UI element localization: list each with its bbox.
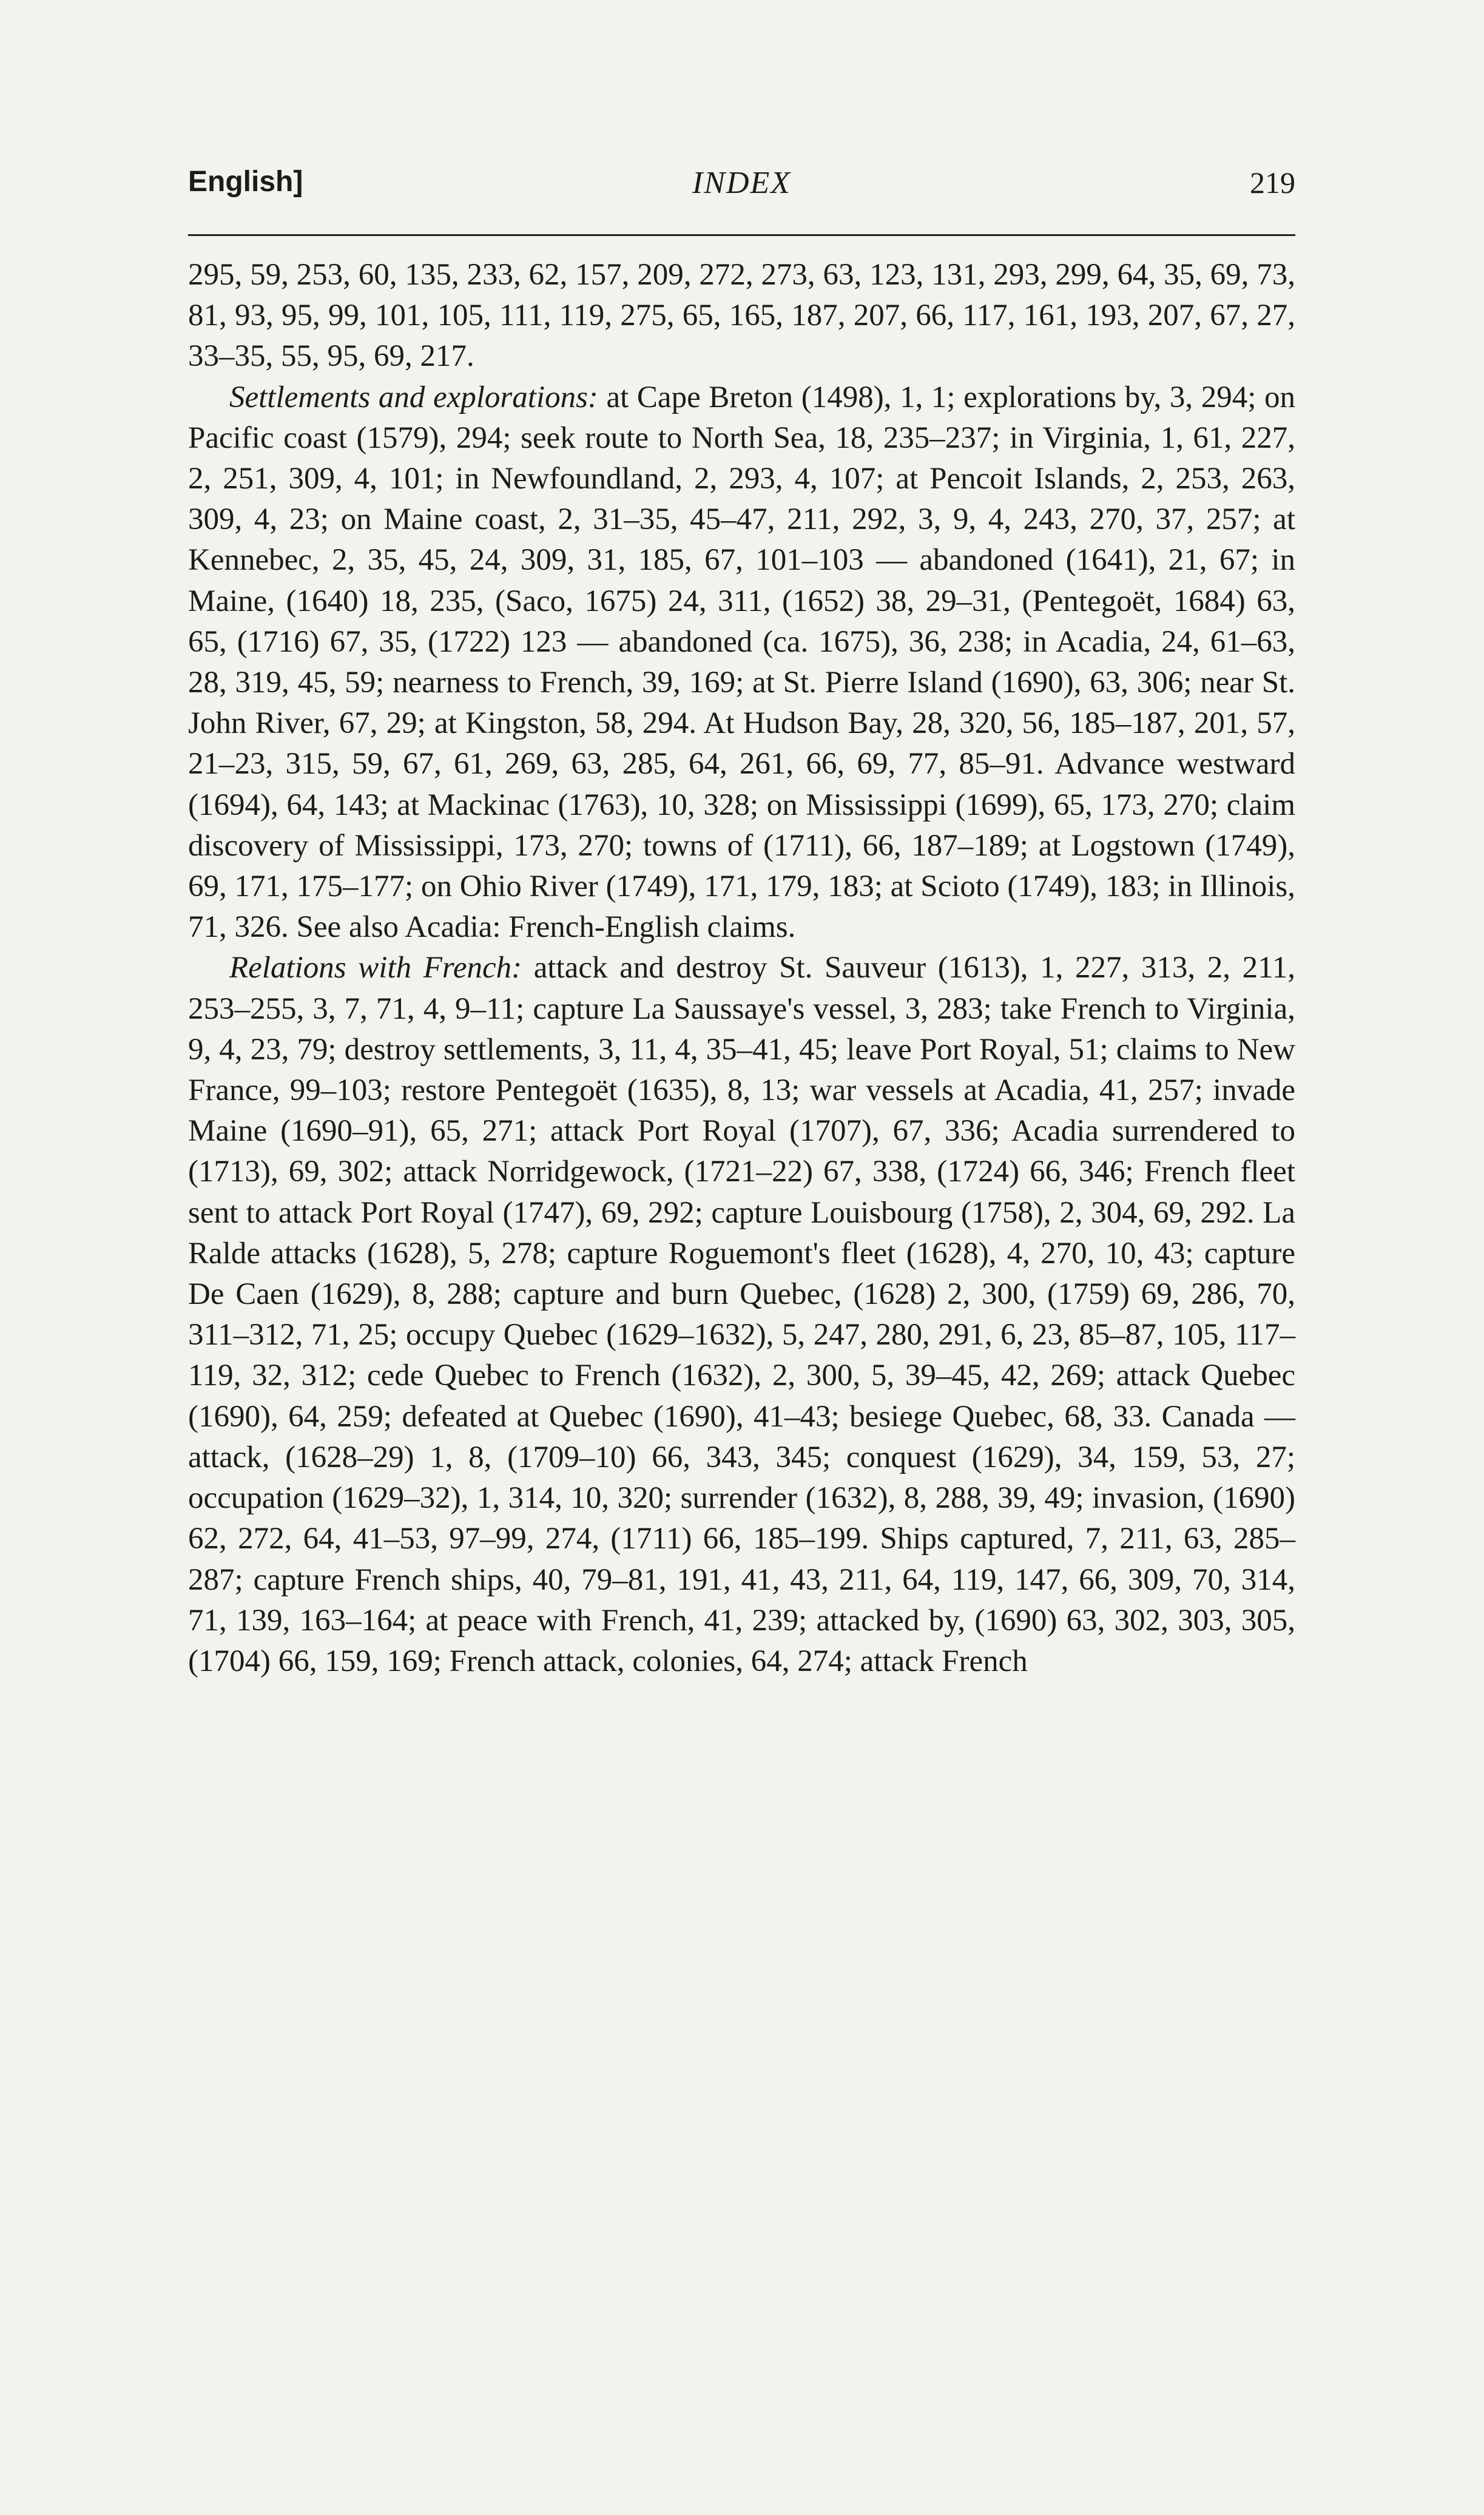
paragraph-text: attack and destroy St. Sauveur (1613), 1, 227, 313, 2, 211, 253–255, 3, 7, 71, 4, 9–11; capture La Saussaye's vessel, 3, 283; take French to Virginia, 9, 4, 23, 79; destroy settlements, 3, 11, 4, 35–41, 45; leave Port Royal, 51; claims to New France, 99–103; restore Pentegoët (1635), 8, 13; war vessels at Acadia, 41, 257; invade Maine (1690–91), 65, 271; attack Port Royal (1707), 67, 336; Acadia surrendered to (1713), 69, 302; attack Norridgewock, (1721–22) 67, 338, (1724) 66, 346; French fleet sent to attack Port Royal (1747), 69, 292; capture Louisbourg (1758), 2, 304, 69, 292. La Ralde attacks (1628), 5, 278; capture Roguemont's fleet (1628), 4, 270, 10, 43; capture De Caen (1629), 8, 288; capture and burn Quebec, (1628) 2, 300, (1759) 69, 286, 70, 311–312, 71, 25; occupy Quebec (1629–1632), 5, 247, 280, 291, 6, 23, 85–87, 105, 117–119, 32, 312; cede Quebec to French (1632), 2, 300, 5, 39–45, 42, 269; attack Quebec (1690), 64, 259; defeated at Quebec (1690), 41–43; besiege Quebec, 68, 33. Canada — attack, (1628–29) 1, 8, (1709–10) 66, 343, 345; conquest (1629), 34, 159, 53, 27; occupation (1629–32), 1, 314, 10, 320; surrender (1632), 8, 288, 39, 49; invasion, (1690) 62, 272, 64, 41–53, 97–99, 274, (1711) 66, 185–199. Ships captured, 7, 211, 63, 285–287; capture French ships, 40, 79–81, 191, 41, 43, 211, 64, 119, 147, 66, 309, 70, 314, 71, 139, 163–164; at peace with French, 41, 239; attacked by, (1690) 63, 302, 303, 305, (1704) 66, 159, 169; French attack, colonies, 64, 274; attack French xyxy=(188,951,1295,1678)
index-paragraph-continuation xyxy=(188,255,1295,377)
index-paragraph-relations xyxy=(188,948,1295,1682)
subheading-settlements: Settlements and explorations: xyxy=(229,380,598,414)
header-title: INDEX xyxy=(692,166,792,200)
page-number: 219 xyxy=(1250,166,1295,200)
index-paragraph-settlements xyxy=(188,377,1295,948)
paragraph-text: 295, 59, 253, 60, 135, 233, 62, 157, 209, 272, 273, 63, 123, 131, 293, 299, 64, 35, 69, 73, 81, 93, 95, 99, 101, 105, 111, 119, 275, 65, 165, 187, 207, 66, 117, 161, 193, 207, 67, 27, 33–35, 55, 95, 69, 217. xyxy=(188,258,1295,374)
header-section-label: English] xyxy=(188,166,303,198)
header-rule xyxy=(188,234,1295,236)
index-body xyxy=(188,255,1295,1682)
paragraph-text: at Cape Breton (1498), 1, 1; explorations by, 3, 294; on Pacific coast (1579), 294; seek route to North Sea, 18, 235–237; in Virginia, 1, 61, 227, 2, 251, 309, 4, 101; in Newfoundland, 2, 293, 4, 107; at Pencoit Islands, 2, 253, 263, 309, 4, 23; on Maine coast, 2, 31–35, 45–47, 211, 292, 3, 9, 4, 243, 270, 37, 257; at Kennebec, 2, 35, 45, 24, 309, 31, 185, 67, 101–103 — abandoned (1641), 21, 67; in Maine, (1640) 18, 235, (Saco, 1675) 24, 311, (1652) 38, 29–31, (Pentegoët, 1684) 63, 65, (1716) 67, 35, (1722) 123 — abandoned (ca. 1675), 36, 238; in Acadia, 24, 61–63, 28, 319, 45, 59; nearness to French, 39, 169; at St. Pierre Island (1690), 63, 306; near St. John River, 67, 29; at Kingston, 58, 294. At Hudson Bay, 28, 320, 56, 185–187, 201, 57, 21–23, 315, 59, 67, 61, 269, 63, 285, 64, 261, 66, 69, 77, 85–91. Advance westward (1694), 64, 143; at Mackinac (1763), 10, 328; on Mississippi (1699), 65, 173, 270; claim discovery of Mississippi, 173, 270; towns of (1711), 66, 187–189; at Logstown (1749), 69, 171, 175–177; on Ohio River (1749), 171, 179, 183; at Scioto (1749), 183; in Illinois, 71, 326. See also Acadia: French-English claims. xyxy=(188,380,1295,945)
running-header xyxy=(188,165,1295,214)
subheading-relations: Relations with French: xyxy=(229,951,522,985)
